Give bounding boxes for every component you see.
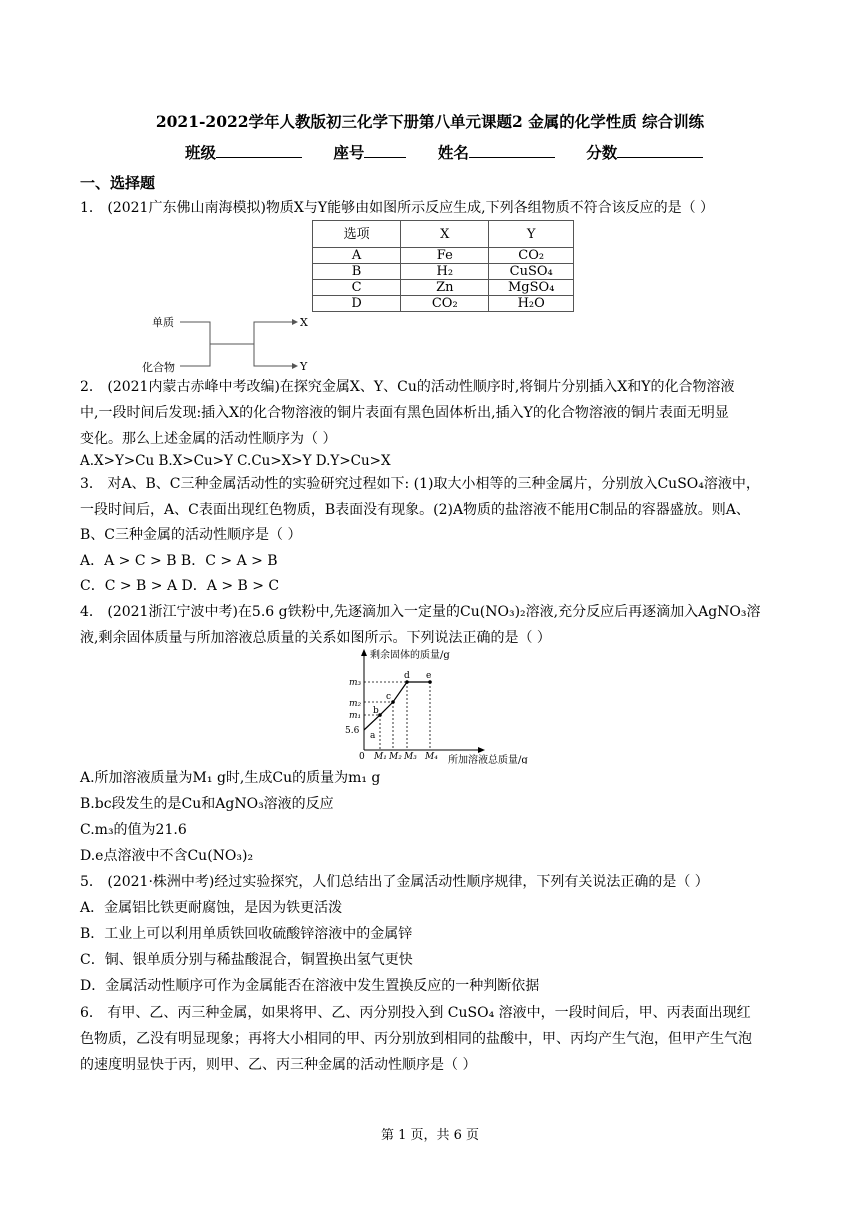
q2-line1: 2． (2021内蒙古赤峰中考改编)在探究金属X、Y、Cu的活动性顺序时,将铜片分别插入X和Y的化合物溶液 (80, 379, 735, 395)
point-a: a (370, 731, 376, 741)
diagram-output-x: X (300, 316, 308, 329)
score-label: 分数 (586, 143, 618, 162)
point-b: b (373, 706, 379, 716)
q2-options: A.X>Y>Cu B.X>Cu>Y C.Cu>X>Y D.Y>Cu>X (80, 453, 391, 469)
q4-option-b: B.bc段发生的是Cu和AgNO₃溶液的反应 (80, 796, 334, 812)
class-label: 班级 (185, 143, 217, 162)
q6-line2: 色物质，乙没有明显现象；再将大小相同的甲、丙分别放到相同的盐酸中，甲、丙均产生气泡，但甲产生气泡 (80, 1031, 752, 1047)
q4-line2: 液,剩余固体质量与所加溶液总质量的关系如图所示。下列说法正确的是（ ） (80, 630, 551, 646)
section-heading: 一、选择题 (80, 174, 156, 192)
table-cell: A (313, 248, 401, 264)
table-header: X (401, 221, 489, 248)
table-header: Y (489, 221, 574, 248)
q4-mass-graph (340, 646, 550, 764)
diagram-input-compound: 化合物 (142, 361, 175, 374)
q3-line1: 3． 对A、B、C三种金属活动性的实验研究过程如下: (1)取大小相等的三种金属片，分别放入CuSO₄溶液中， (80, 476, 760, 492)
x-tick-0: 0 (359, 752, 365, 762)
q3-line2: 一段时间后，A、C表面出现红色物质，B表面没有现象。(2)A物质的盐溶液不能用C制品的容器盛放。则A、 (80, 502, 750, 518)
x-tick-M2: M₂ (389, 752, 402, 762)
graph-x-label: 所加溶液总质量/g (448, 755, 528, 764)
table-row (313, 248, 574, 264)
table-cell: H₂O (489, 296, 574, 312)
q2-line2: 中,一段时间后发现:插入X的化合物溶液的铜片表面有黑色固体析出,插入Y的化合物溶液的铜片表面无明显 (80, 405, 729, 421)
table-cell: D (313, 296, 401, 312)
y-tick-m2: m₂ (349, 699, 362, 709)
table-cell: H₂ (401, 264, 489, 280)
q5-stem: 5． (2021·株洲中考)经过实验探究，人们总结出了金属活动性顺序规律，下列有关说法正确的是（ ） (80, 874, 709, 890)
score-blank (617, 143, 703, 158)
q6-line3: 的速度明显快于丙，则甲、乙、丙三种金属的活动性顺序是（ ） (80, 1057, 477, 1073)
q3-line3: B、C三种金属的活动性顺序是（ ） (80, 527, 302, 543)
page-footer: 第 1 页，共 6 页 (380, 1128, 480, 1143)
seat-label: 座号 (333, 143, 365, 162)
graph-y-label: 剩余固体的质量/g (370, 650, 450, 661)
table-cell: MgSO₄ (489, 280, 574, 296)
page-title: 2021-2022学年人教版初三化学下册第八单元课题2 金属的化学性质 综合训练 (155, 112, 705, 131)
q1-reaction-diagram (138, 308, 318, 376)
table-cell: CO₂ (489, 248, 574, 264)
q5-option-a: A．金属铝比铁更耐腐蚀，是因为铁更活泼 (80, 900, 343, 916)
table-cell: Fe (401, 248, 489, 264)
point-e: e (426, 671, 432, 681)
name-blank (469, 143, 555, 158)
q3-options-cd: C．C > B > A D．A > B > C (80, 578, 280, 594)
table-header: 选项 (313, 221, 401, 248)
q2-line3: 变化。那么上述金属的活动性顺序为（ ） (80, 431, 337, 447)
seat-blank (364, 143, 406, 158)
q5-option-d: D．金属活动性顺序可作为金属能否在溶液中发生置换反应的一种判断依据 (80, 978, 540, 994)
q4-option-c: C.m₃的值为21.6 (80, 822, 187, 838)
name-label: 姓名 (437, 143, 469, 162)
y-tick-m3: m₃ (349, 678, 362, 688)
q1-options-table (312, 220, 574, 312)
q4-option-a: A.所加溶液质量为M₁ g时,生成Cu的质量为m₁ g (80, 770, 381, 786)
q5-option-b: B．工业上可以利用单质铁回收硫酸锌溶液中的金属锌 (80, 926, 413, 942)
x-tick-M4: M₄ (425, 752, 438, 762)
y-tick-m1: m₁ (349, 711, 362, 721)
diagram-output-y: Y (300, 360, 308, 373)
table-cell: B (313, 264, 401, 280)
q6-line1: 6． 有甲、乙、丙三种金属，如果将甲、乙、丙分别投入到 CuSO₄ 溶液中，一段时间后，甲、丙表面出现红 (80, 1005, 751, 1021)
table-cell: C (313, 280, 401, 296)
table-cell: CO₂ (401, 296, 489, 312)
point-c: c (386, 692, 392, 702)
class-blank (216, 143, 302, 158)
y-tick-5.6: 5.6 (345, 726, 360, 736)
table-row (313, 296, 574, 312)
q1-stem: 1． (2021广东佛山南海模拟)物质X与Y能够由如图所示反应生成,下列各组物质不符合该反应的是（ ） (80, 200, 715, 216)
table-row (313, 280, 574, 296)
table-cell: CuSO₄ (489, 264, 574, 280)
q4-option-d: D.e点溶液中不含Cu(NO₃)₂ (80, 848, 254, 864)
x-tick-M1: M₁ (374, 752, 387, 762)
diagram-input-element: 单质 (152, 316, 174, 329)
student-info-fields (185, 141, 703, 163)
q3-options-ab: A．A > C > B B．C > A > B (80, 553, 278, 569)
table-row (313, 264, 574, 280)
point-d: d (404, 671, 410, 681)
table-cell: Zn (401, 280, 489, 296)
q4-line1: 4． (2021浙江宁波中考)在5.6 g铁粉中,先逐滴加入一定量的Cu(NO₃)₂溶液,充分反应后再逐滴加入AgNO₃溶 (80, 604, 761, 620)
x-tick-M3: M₃ (404, 752, 417, 762)
q5-option-c: C．铜、银单质分别与稀盐酸混合，铜置换出氢气更快 (80, 952, 413, 968)
